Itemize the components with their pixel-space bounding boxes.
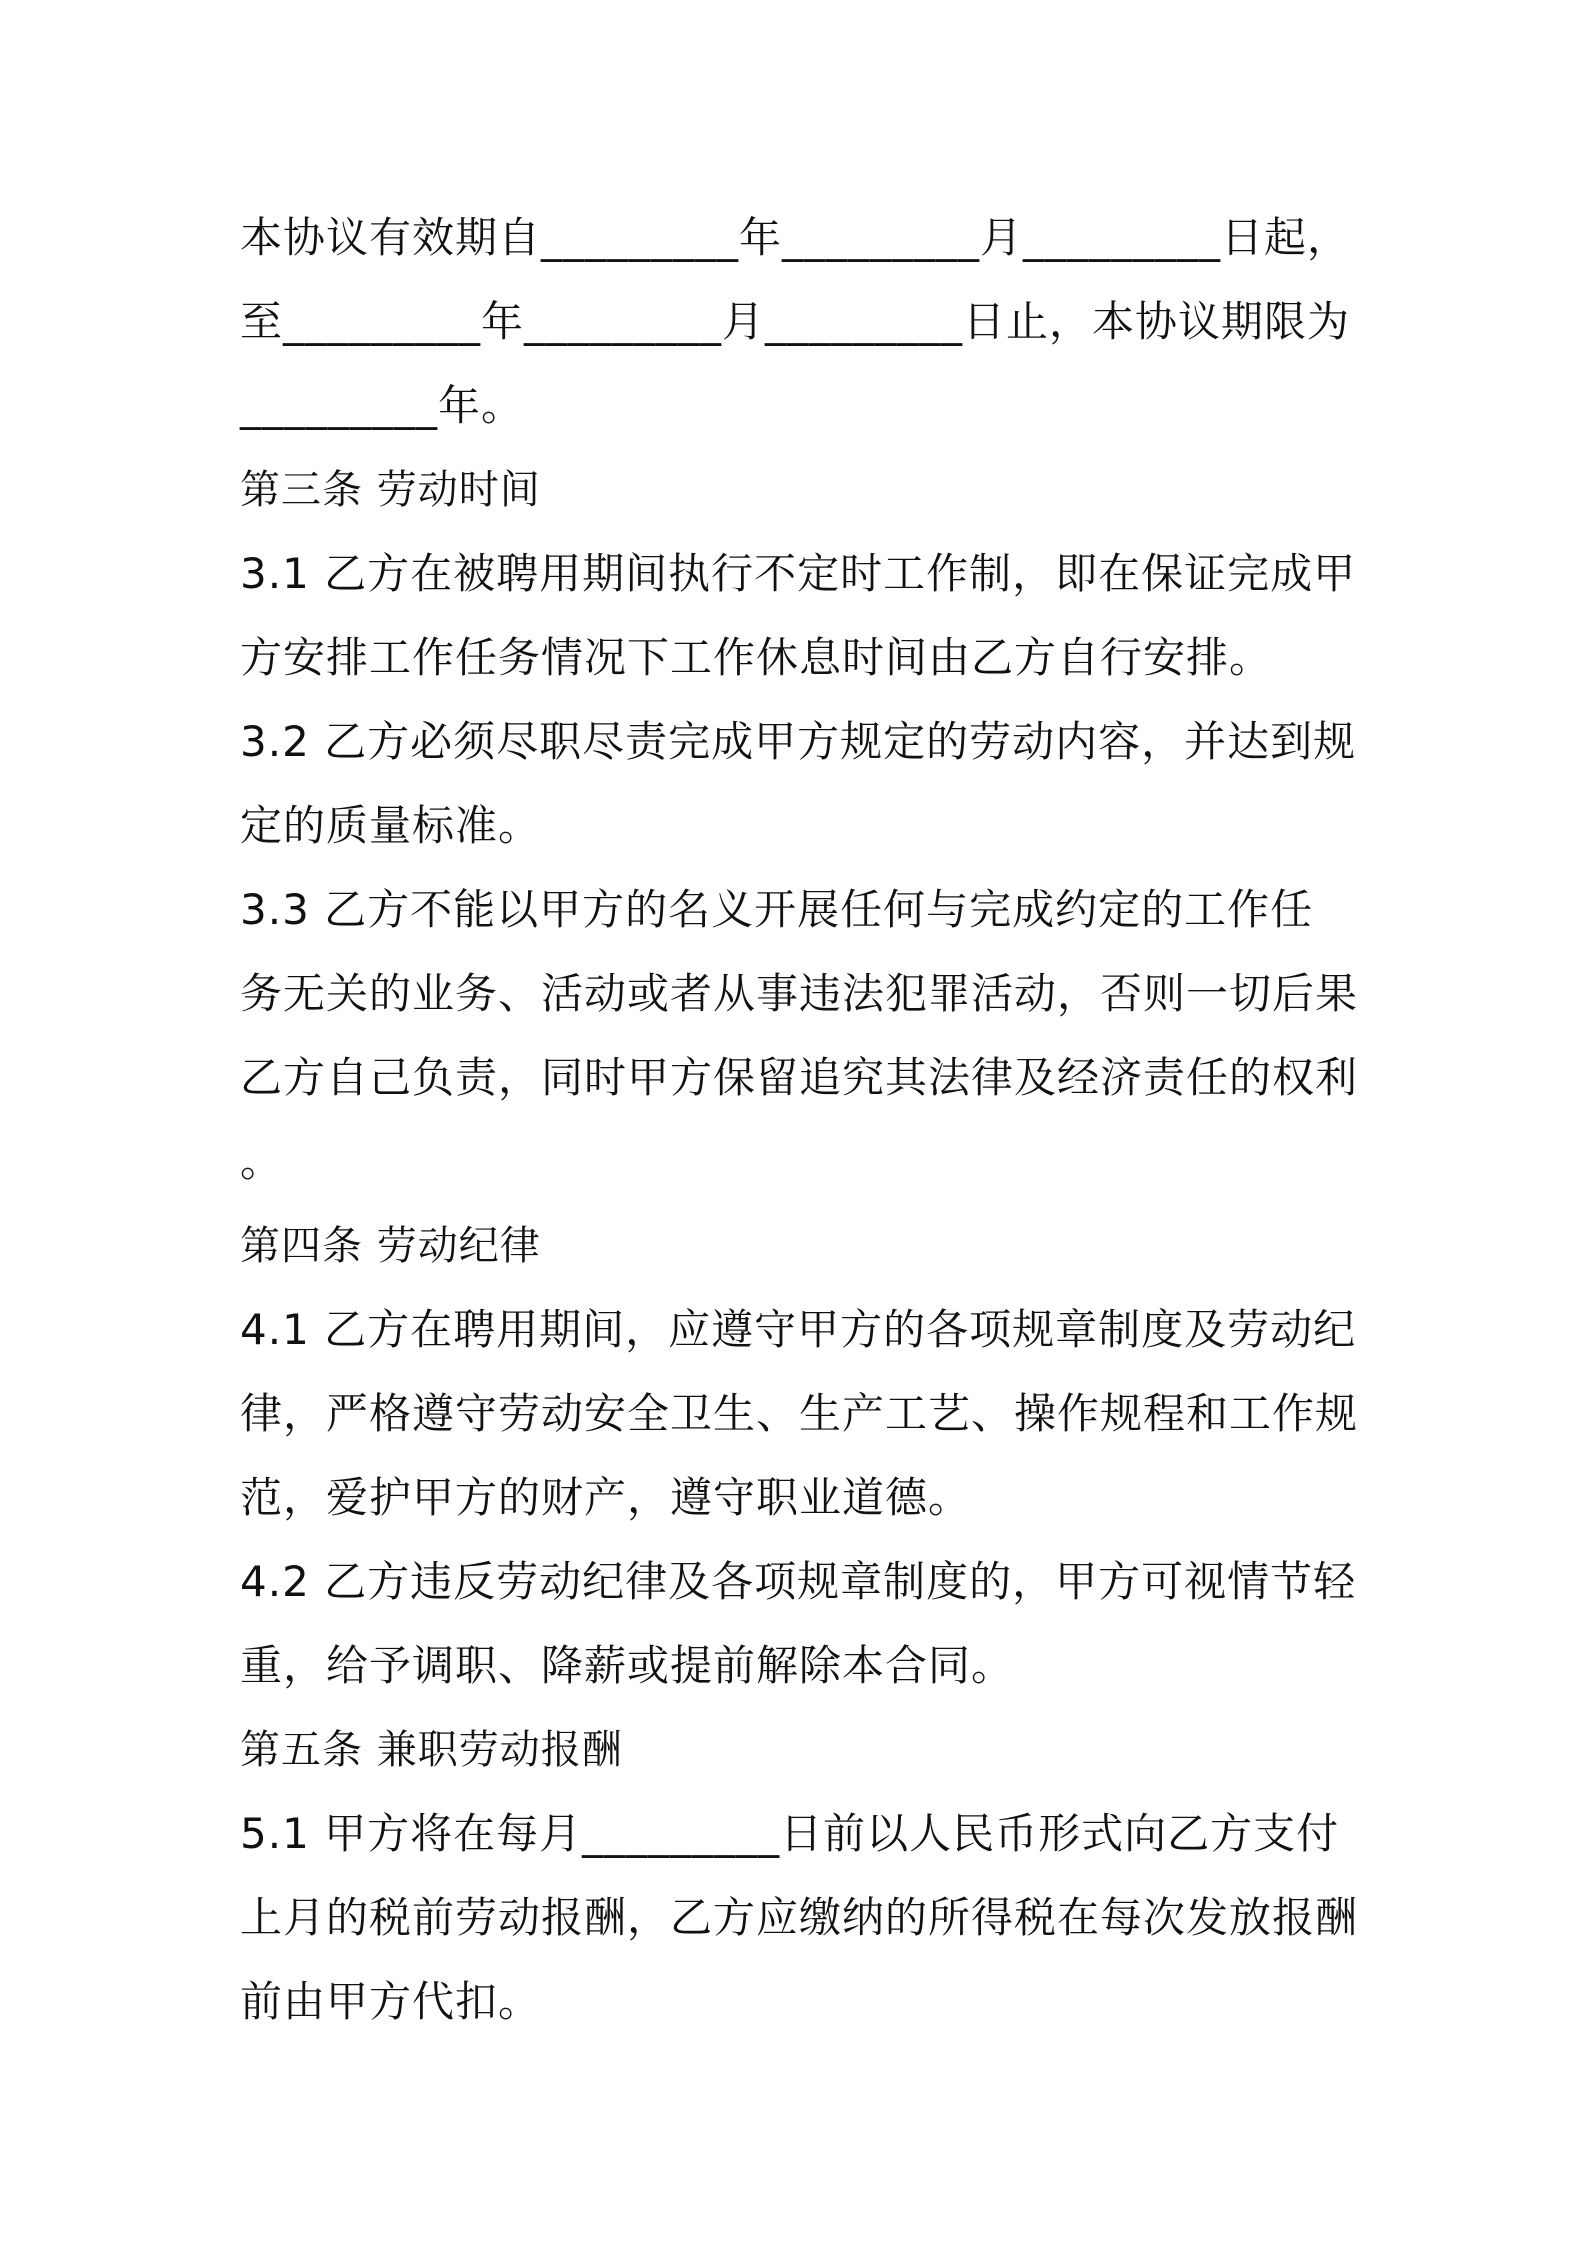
validity-period-line-3: _________年。 [240, 381, 525, 430]
clause-3-3-line-2: 务无关的业务、活动或者从事违法犯罪活动，否则一切后果 [240, 969, 1359, 1018]
article-5-heading: 第五条 兼职劳动报酬 [240, 1727, 623, 1773]
clause-5-1-line-2: 上月的税前劳动报酬，乙方应缴纳的所得税在每次发放报酬 [240, 1893, 1359, 1942]
clause-5-1-line-1: 5.1 甲方将在每月_________日前以人民币形式向乙方支付 [240, 1809, 1340, 1858]
validity-period-line-2: 至_________年_________月_________日止，本协议期限为 [240, 297, 1351, 346]
clause-4-1-line-2: 律，严格遵守劳动安全卫生、生产工艺、操作规程和工作规 [240, 1389, 1359, 1438]
clause-4-1-line-3: 范，爱护甲方的财产，遵守职业道德。 [240, 1473, 972, 1522]
article-4-heading: 第四条 劳动纪律 [240, 1223, 541, 1269]
validity-period-line-1: 本协议有效期自_________年_________月_________日起， [240, 213, 1351, 262]
clause-5-1-line-3: 前由甲方代扣。 [240, 1977, 542, 2026]
clause-3-2-line-2: 定的质量标准。 [240, 801, 542, 850]
article-3-heading: 第三条 劳动时间 [240, 467, 541, 513]
document-body [240, 196, 1360, 2044]
clause-3-3-line-4: 。 [240, 1137, 284, 1186]
clause-3-1-line-2: 方安排工作任务情况下工作休息时间由乙方自行安排。 [240, 633, 1273, 682]
clause-3-1-line-1: 3.1 乙方在被聘用期间执行不定时工作制，即在保证完成甲 [240, 549, 1357, 598]
clause-3-2-line-1: 3.2 乙方必须尽职尽责完成甲方规定的劳动内容，并达到规 [240, 717, 1357, 766]
clause-3-3-line-1: 3.3 乙方不能以甲方的名义开展任何与完成约定的工作任 [240, 885, 1314, 934]
clause-4-2-line-1: 4.2 乙方违反劳动纪律及各项规章制度的，甲方可视情节轻 [240, 1557, 1357, 1606]
clause-4-1-line-1: 4.1 乙方在聘用期间，应遵守甲方的各项规章制度及劳动纪 [240, 1305, 1357, 1354]
clause-3-3-line-3: 乙方自己负责，同时甲方保留追究其法律及经济责任的权利 [240, 1053, 1359, 1102]
clause-4-2-line-2: 重，给予调职、降薪或提前解除本合同。 [240, 1641, 1015, 1690]
